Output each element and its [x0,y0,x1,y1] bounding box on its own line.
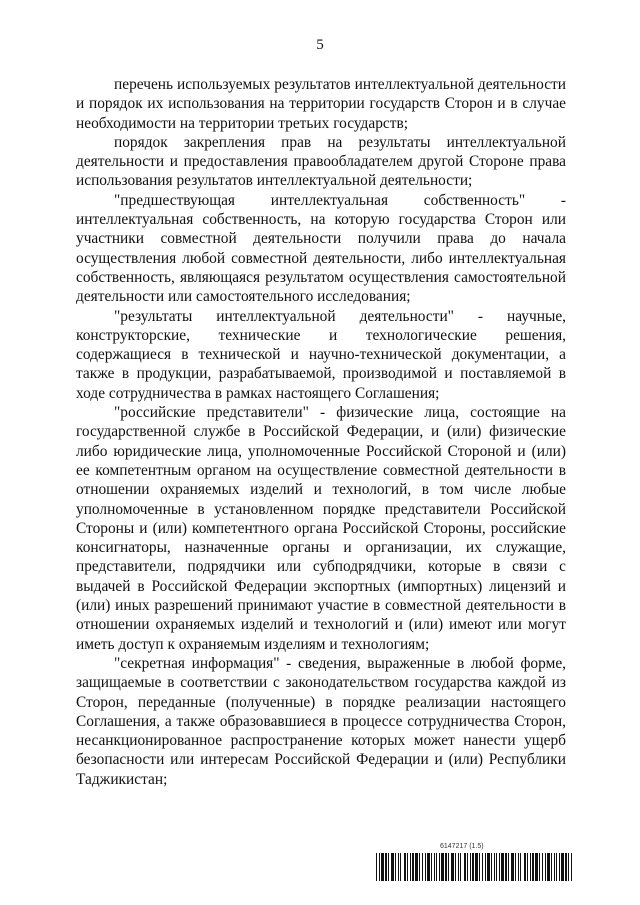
paragraph-ip-results-definition: "результаты интеллектуальной деятельности" - научные, конструкторские, технические и технологические решения, содержащиеся в технической и научно-технической документации, а также в продукции, разрабатываемой, производимой и поставляемой в ходе сотрудничества в рамках настоящего Соглашения; [76,307,566,402]
paragraph-prior-ip-definition: "предшествующая интеллектуальная собственность" - интеллектуальная собственность, на которую государства Сторон или участники совместной деятельности получили права до начала осуществления любой совместной деятельности, либо интеллектуальная собственность, являющаяся результатом осуществления самостоятельной деятельности или самостоятельного исследования; [76,191,566,306]
paragraph-classified-info-definition: "секретная информация" - сведения, выраженные в любой форме, защищаемые в соответствии с законодательством государства каждой из Сторон, переданные (полученные) в порядке реализации настоящего Соглашения, а также образовавшиеся в процессе сотрудничества Сторон, несанкционированное распространение которых может нанести ущерб безопасности или интересам Российской Федерации и (или) Республики Таджикистан; [76,654,566,788]
page-number: 5 [316,37,324,53]
paragraph-rights-procedure: порядок закрепления прав на результаты интеллектуальной деятельности и предоставления правообладателем другой Стороне права использования результатов интеллектуальной деятельности; [76,133,566,190]
barcode-icon [376,853,572,881]
paragraph-results-list: перечень используемых результатов интеллектуальной деятельности и порядок их использования на территории государств Сторон и в случае необходимости на территории третьих государств; [76,76,566,132]
document-code: 6147217 (1.5) [440,843,484,850]
document-body [76,75,566,789]
paragraph-russian-representatives-definition: "российские представители" - физические лица, состоящие на государственной службе в Российской Федерации, и (или) физические либо юридические лица, уполномоченные Российской Стороной и (или) ее компетентным органом на осуществление совместной деятельности в отношении охраняемых изделий и технологий, в том числе любые уполномоченные в установленном порядке представители Российской Стороны и (или) компетентного органа Российской Стороны, российские консигнаторы, назначенные органы и организации, их служащие, представители, подрядчики или субподрядчики, которые в связи с выдачей в Российской Федерации экспортных (импортных) лицензий и (или) иных разрешений принимают участие в совместной деятельности в отношении охраняемых изделий и технологий и (или) имеют или могут иметь доступ к охраняемым изделиям и технологиям; [76,404,566,653]
